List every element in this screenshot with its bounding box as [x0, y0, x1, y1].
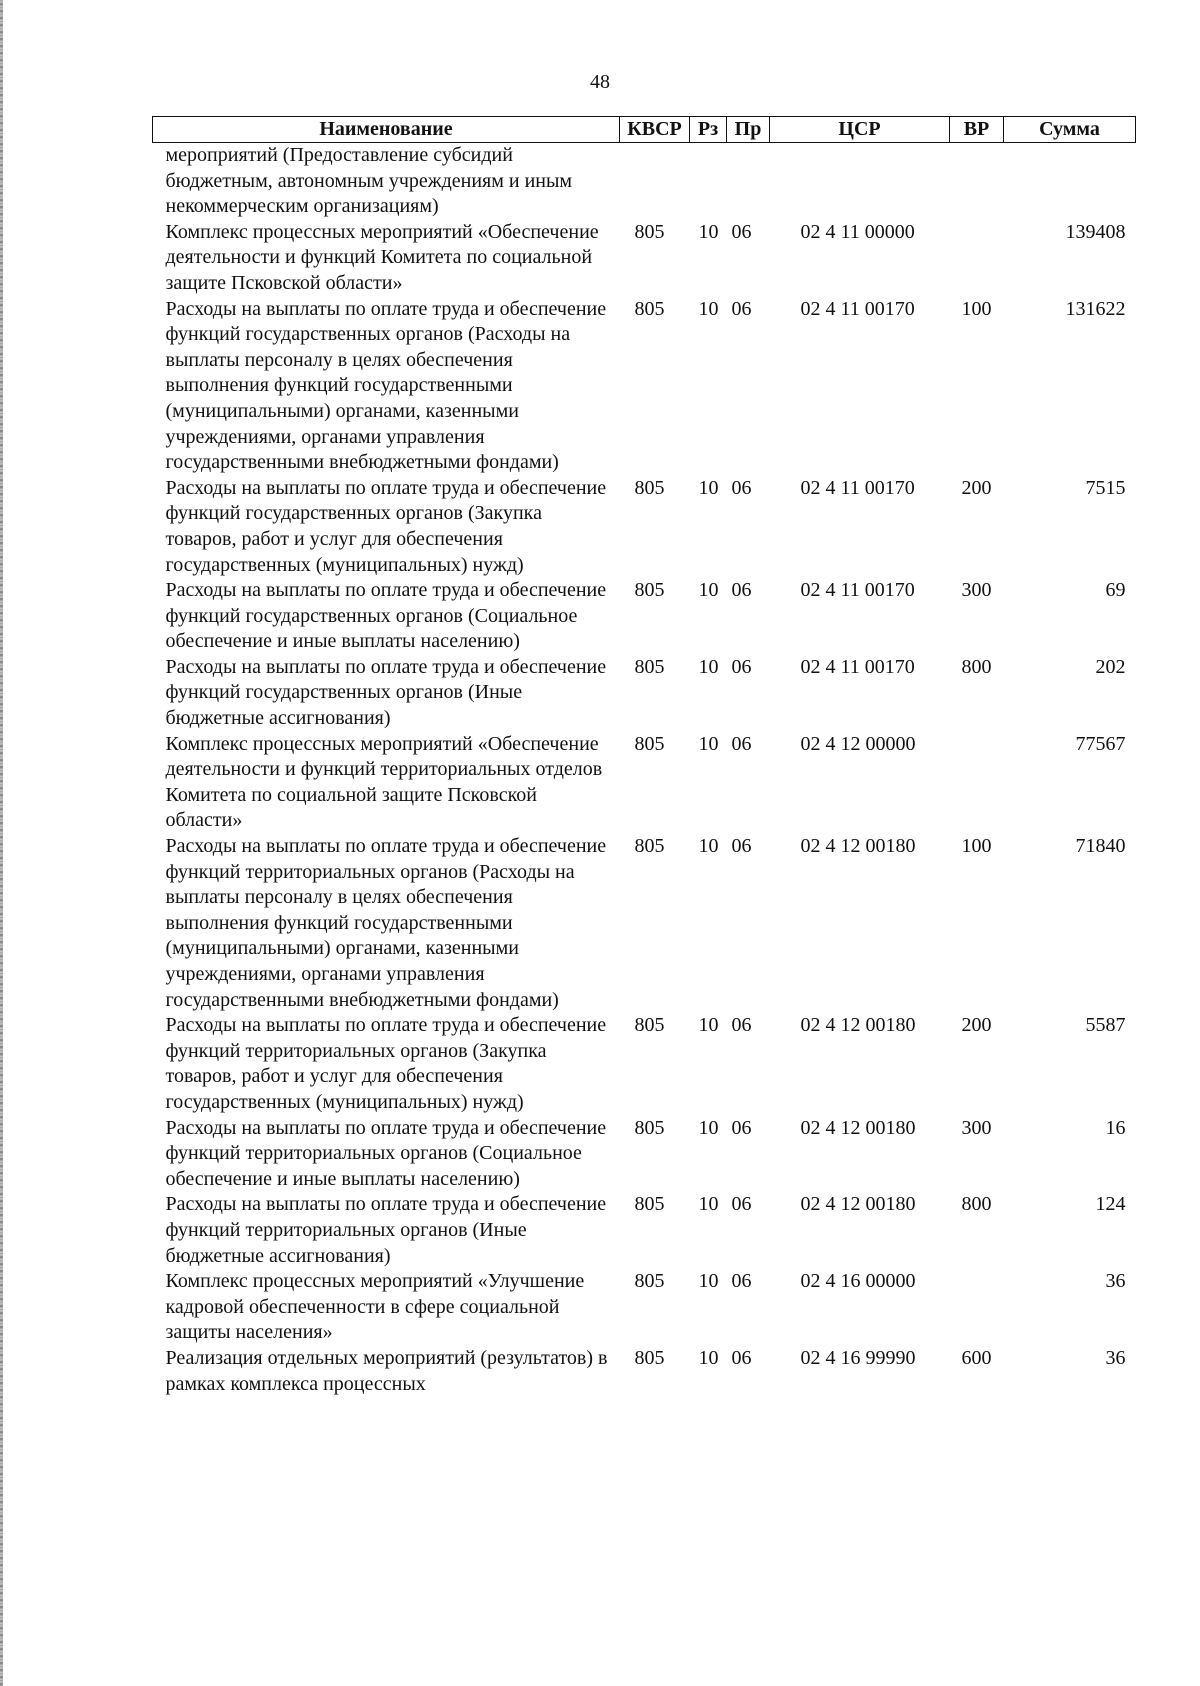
row-sum: 7515 — [1085, 476, 1126, 499]
row-kvsr: 805 — [634, 1193, 665, 1216]
row-pr: 06 — [731, 476, 752, 499]
row-rz: 10 — [698, 732, 719, 755]
row-name: Комплекс процессных мероприятий «Обеспечение деятельности и функций территориальных отделов Комитета по социальной защите Псковской области» — [165, 732, 603, 832]
row-csr: 02 4 11 00170 — [800, 579, 915, 602]
row-name: Расходы на выплаты по оплате труда и обеспечение функций территориальных органов (Закупка товаров, работ и услуг для обеспечения государственных (муниципальных) нужд) — [165, 1014, 607, 1113]
header-kvsr: КВСР — [620, 117, 690, 143]
row-name: Комплекс процессных мероприятий «Улучшение кадровой обеспеченности в сфере социальной защиты населения» — [165, 1270, 585, 1344]
row-csr: 02 4 11 00000 — [800, 220, 915, 243]
table-row — [153, 732, 1136, 834]
row-kvsr: 805 — [634, 476, 665, 499]
row-vr: 800 — [961, 1193, 992, 1216]
row-rz: 10 — [698, 476, 719, 499]
row-vr: 800 — [961, 655, 992, 678]
table-row — [153, 1192, 1136, 1269]
row-name: Комплекс процессных мероприятий «Обеспечение деятельности и функций Комитета по социальной защите Псковской области» — [165, 220, 599, 294]
table-row — [153, 297, 1136, 476]
header-name: Наименование — [153, 117, 620, 143]
row-sum: 77567 — [1075, 732, 1126, 755]
row-vr — [950, 1269, 1004, 1346]
row-sum: 36 — [1105, 1270, 1126, 1293]
row-csr: 02 4 12 00180 — [800, 1193, 916, 1216]
table-header-row — [153, 117, 1136, 143]
row-pr: 06 — [731, 1270, 752, 1293]
table-row — [153, 834, 1136, 1013]
header-rz: Рз — [690, 117, 727, 143]
row-kvsr: 805 — [634, 297, 665, 320]
row-csr: 02 4 12 00180 — [800, 1116, 916, 1139]
row-kvsr: 805 — [634, 732, 665, 755]
row-sum: 16 — [1105, 1116, 1126, 1139]
row-kvsr: 805 — [634, 655, 665, 678]
row-kvsr: 805 — [634, 1270, 665, 1293]
table-row — [153, 655, 1136, 732]
row-rz: 10 — [698, 1270, 719, 1293]
row-rz — [690, 143, 727, 220]
row-vr: 200 — [961, 476, 992, 499]
row-csr — [770, 143, 950, 220]
row-name: мероприятий (Предоставление субсидий бюджетным, автономным учреждениям и иным некоммерческим организациям) — [165, 144, 573, 218]
row-rz: 10 — [698, 1193, 719, 1216]
row-rz: 10 — [698, 220, 719, 243]
row-sum: 69 — [1105, 579, 1126, 602]
table-row — [153, 476, 1136, 578]
table-row — [153, 143, 1136, 220]
row-rz: 10 — [698, 297, 719, 320]
row-pr — [727, 143, 770, 220]
row-rz: 10 — [698, 835, 719, 858]
row-pr: 06 — [731, 732, 752, 755]
row-pr: 06 — [731, 297, 752, 320]
row-name: Расходы на выплаты по оплате труда и обеспечение функций территориальных органов (Социальное обеспечение и иные выплаты населению) — [165, 1116, 607, 1190]
row-name: Расходы на выплаты по оплате труда и обеспечение функций государственных органов (Закупка товаров, работ и услуг для обеспечения государственных (муниципальных) нужд) — [165, 476, 607, 576]
row-sum: 139408 — [1065, 220, 1126, 243]
row-pr: 06 — [731, 1014, 752, 1037]
row-pr: 06 — [731, 579, 752, 602]
header-vr: ВР — [950, 117, 1004, 143]
row-name: Расходы на выплаты по оплате труда и обеспечение функций государственных органов (Расходы на выплаты персоналу в целях обеспечения выполнения функций государственными (муниципальными) органами, казенными учреждениями, органами управления государственными внебюджетными фондами) — [165, 297, 607, 474]
row-rz: 10 — [698, 1346, 719, 1369]
row-name: Расходы на выплаты по оплате труда и обеспечение функций государственных органов (Социальное обеспечение и иные выплаты населению) — [165, 579, 607, 653]
row-sum: 131622 — [1065, 297, 1126, 320]
row-sum: 71840 — [1075, 835, 1126, 858]
row-name: Реализация отдельных мероприятий (результатов) в рамках комплекса процессных — [165, 1346, 608, 1395]
row-csr: 02 4 12 00180 — [800, 835, 916, 858]
row-vr — [950, 143, 1004, 220]
row-kvsr: 805 — [634, 579, 665, 602]
row-rz: 10 — [698, 1014, 719, 1037]
row-vr: 300 — [961, 1116, 992, 1139]
row-pr: 06 — [731, 835, 752, 858]
row-pr: 06 — [731, 220, 752, 243]
row-vr: 100 — [961, 835, 992, 858]
row-csr: 02 4 12 00180 — [800, 1014, 916, 1037]
row-csr: 02 4 11 00170 — [800, 476, 915, 499]
row-kvsr: 805 — [634, 1014, 665, 1037]
header-csr: ЦСР — [770, 117, 950, 143]
scan-edge — [0, 0, 3, 1686]
table-row — [153, 1269, 1136, 1346]
row-kvsr — [620, 143, 690, 220]
table-row — [153, 220, 1136, 297]
row-csr: 02 4 11 00170 — [800, 297, 915, 320]
row-vr — [950, 220, 1004, 297]
row-sum: 36 — [1105, 1346, 1126, 1369]
row-pr: 06 — [731, 655, 752, 678]
table-row — [153, 1116, 1136, 1193]
row-sum: 124 — [1095, 1193, 1126, 1216]
table-row — [153, 1346, 1136, 1397]
row-pr: 06 — [731, 1193, 752, 1216]
row-csr: 02 4 11 00170 — [800, 655, 915, 678]
row-csr: 02 4 16 00000 — [800, 1270, 916, 1293]
row-csr: 02 4 12 00000 — [800, 732, 916, 755]
row-rz: 10 — [698, 1116, 719, 1139]
row-kvsr: 805 — [634, 1346, 665, 1369]
budget-table — [152, 116, 1136, 1397]
table-row — [153, 1013, 1136, 1115]
row-kvsr: 805 — [634, 835, 665, 858]
row-csr: 02 4 16 99990 — [800, 1346, 916, 1369]
row-rz: 10 — [698, 655, 719, 678]
row-sum — [1004, 143, 1136, 220]
row-pr: 06 — [731, 1116, 752, 1139]
row-pr: 06 — [731, 1346, 752, 1369]
row-vr: 300 — [961, 579, 992, 602]
row-vr: 600 — [961, 1346, 992, 1369]
row-sum: 5587 — [1085, 1014, 1126, 1037]
row-vr: 100 — [961, 297, 992, 320]
row-name: Расходы на выплаты по оплате труда и обеспечение функций территориальных органов (Расходы на выплаты персоналу в целях обеспечения выполнения функций государственными (муниципальными) органами, казенными учреждениями, органами управления государственными внебюджетными фондами) — [165, 835, 607, 1011]
page-number: 48 — [590, 71, 610, 93]
table-row — [153, 578, 1136, 655]
row-kvsr: 805 — [634, 220, 665, 243]
row-name: Расходы на выплаты по оплате труда и обеспечение функций государственных органов (Иные бюджетные ассигнования) — [165, 655, 607, 730]
row-name: Расходы на выплаты по оплате труда и обеспечение функций территориальных органов (Иные бюджетные ассигнования) — [165, 1193, 607, 1267]
row-vr: 200 — [961, 1014, 992, 1037]
row-sum: 202 — [1095, 655, 1126, 678]
header-pr: Пр — [727, 117, 770, 143]
row-rz: 10 — [698, 579, 719, 602]
row-vr — [950, 732, 1004, 834]
row-kvsr: 805 — [634, 1116, 665, 1139]
header-sum: Сумма — [1004, 117, 1136, 143]
